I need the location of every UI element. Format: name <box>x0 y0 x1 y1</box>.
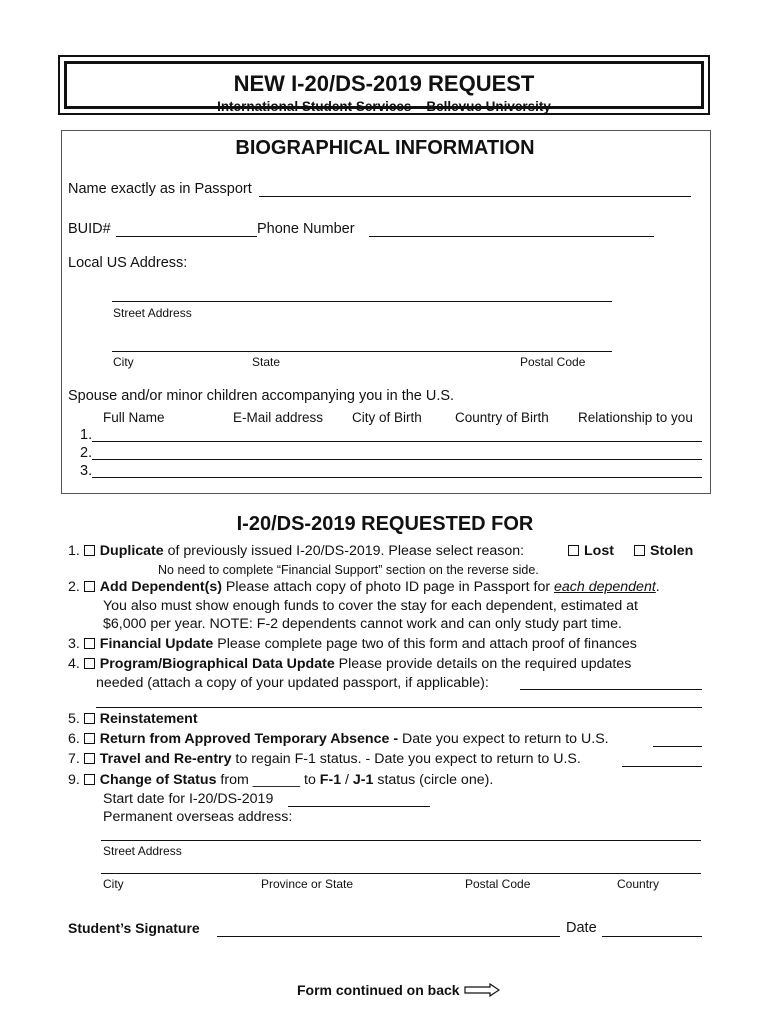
form-continued-text: Form continued on back <box>297 982 460 998</box>
form-continued <box>297 982 500 1000</box>
return-absence-date-field[interactable] <box>653 746 702 747</box>
data-update-text: Please provide details on the required updates <box>334 656 632 672</box>
phone-field[interactable] <box>369 236 654 237</box>
form-title: NEW I-20/DS-2019 REQUEST <box>233 71 535 96</box>
signature-label: Student’s Signature <box>68 920 200 936</box>
overseas-address-label: Permanent overseas address: <box>103 809 293 825</box>
change-status-label: Change of Status <box>99 772 217 788</box>
data-update-label: Program/Biographical Data Update <box>99 656 335 672</box>
request-item-add-dependent <box>68 579 660 595</box>
lost-checkbox[interactable] <box>568 545 579 556</box>
spouse-label: Spouse and/or minor children accompanying you in the U.S. <box>68 388 455 404</box>
reinstatement-label: Reinstatement <box>99 711 198 727</box>
passport-name-label: Name exactly as in Passport <box>68 181 252 197</box>
item-number: 1. <box>68 543 80 559</box>
col-full-name: Full Name <box>103 410 165 425</box>
request-item-data-update <box>68 656 631 672</box>
start-date-field[interactable] <box>288 806 430 807</box>
add-dependent-checkbox[interactable] <box>84 581 95 592</box>
reason-stolen <box>634 543 693 559</box>
arrow-right-icon <box>464 983 500 1000</box>
financial-update-checkbox[interactable] <box>84 638 95 649</box>
duplicate-label: Duplicate <box>99 543 164 559</box>
add-dependent-label: Add Dependent(s) <box>99 579 222 595</box>
overseas-street-label: Street Address <box>103 844 182 858</box>
stolen-checkbox[interactable] <box>634 545 645 556</box>
item-number: 7. <box>68 751 80 767</box>
slash: / <box>341 772 353 788</box>
dependent-row-3-field[interactable] <box>92 477 702 478</box>
requested-for-title: I-20/DS-2019 REQUESTED FOR <box>236 513 534 535</box>
overseas-city-label: City <box>103 877 124 891</box>
item-number: 5. <box>68 711 80 727</box>
overseas-street-field[interactable] <box>101 840 701 841</box>
local-address-label: Local US Address: <box>68 255 188 271</box>
duplicate-note: No need to complete “Financial Support” section on the reverse side. <box>158 563 539 577</box>
reason-lost <box>568 543 614 559</box>
financial-update-text: Please complete page two of this form and attach proof of finances <box>213 636 637 652</box>
item-number: 9. <box>68 772 80 788</box>
add-dependent-line2: You also must show enough funds to cover the stay for each dependent, estimated at <box>103 598 639 614</box>
start-date-label: Start date for I-20/DS-2019 <box>103 791 274 807</box>
travel-reentry-date-field[interactable] <box>622 766 702 767</box>
signature-field[interactable] <box>217 936 560 937</box>
data-update-field-2[interactable] <box>96 707 702 708</box>
return-absence-text: Date you expect to return to U.S. <box>398 731 609 747</box>
dependent-row-2-field[interactable] <box>92 459 702 460</box>
item-number: 2. <box>68 579 80 595</box>
travel-reentry-checkbox[interactable] <box>84 753 95 764</box>
overseas-country-label: Country <box>617 877 660 891</box>
dependent-row-1-field[interactable] <box>92 441 702 442</box>
buid-label: BUID# <box>68 221 111 237</box>
request-item-duplicate <box>68 543 524 559</box>
phone-label: Phone Number <box>257 221 355 237</box>
change-status-tail: status (circle one). <box>373 772 494 788</box>
duplicate-checkbox[interactable] <box>84 545 95 556</box>
buid-field[interactable] <box>116 236 257 237</box>
dependent-row-1-number: 1. <box>80 427 93 443</box>
add-dependent-text: Please attach copy of photo ID page in Passport for <box>221 579 554 595</box>
header-inner-border <box>64 61 704 114</box>
col-country-of-birth: Country of Birth <box>455 410 549 425</box>
stolen-label: Stolen <box>650 543 694 559</box>
financial-update-label: Financial Update <box>99 636 214 652</box>
local-state-label: State <box>252 355 281 369</box>
passport-name-field[interactable] <box>259 196 691 197</box>
each-dependent-emphasis: each dependent <box>554 579 656 595</box>
travel-reentry-text: to regain F-1 status. - Date you expect to return to U.S. <box>231 751 581 767</box>
overseas-province-label: Province or State <box>261 877 354 891</box>
col-relationship: Relationship to you <box>578 410 693 425</box>
data-update-field-1[interactable] <box>520 689 702 690</box>
item-number: 6. <box>68 731 80 747</box>
dependent-row-3-number: 3. <box>80 463 93 479</box>
j1-option[interactable]: J-1 <box>352 772 374 788</box>
local-city-label: City <box>113 355 134 369</box>
travel-reentry-label: Travel and Re-entry <box>99 751 232 767</box>
biographical-title: BIOGRAPHICAL INFORMATION <box>235 137 535 159</box>
dependent-row-2-number: 2. <box>80 445 93 461</box>
data-update-checkbox[interactable] <box>84 658 95 669</box>
change-status-from-text: from ______ to <box>216 772 320 788</box>
duplicate-text: of previously issued I-20/DS-2019. Please select reason: <box>163 543 525 559</box>
request-item-change-status <box>68 772 493 788</box>
reinstatement-checkbox[interactable] <box>84 713 95 724</box>
date-label: Date <box>566 920 597 936</box>
item-number: 4. <box>68 656 80 672</box>
request-item-return-absence <box>68 731 609 747</box>
request-item-travel-reentry <box>68 751 581 767</box>
overseas-postal-label: Postal Code <box>465 877 531 891</box>
local-city-state-postal-field[interactable] <box>112 351 612 352</box>
col-email: E-Mail address <box>233 410 324 425</box>
request-item-reinstatement <box>68 711 198 727</box>
return-absence-checkbox[interactable] <box>84 733 95 744</box>
local-street-field[interactable] <box>112 301 612 302</box>
f1-option[interactable]: F-1 <box>319 772 342 788</box>
overseas-city-field[interactable] <box>101 873 701 874</box>
date-field[interactable] <box>602 936 702 937</box>
local-street-label: Street Address <box>113 306 192 320</box>
lost-label: Lost <box>584 543 614 559</box>
request-item-financial-update <box>68 636 637 652</box>
form-subtitle: International Student Services – Bellevue University <box>217 99 551 114</box>
header-box <box>58 55 710 115</box>
data-update-line2: needed (attach a copy of your updated passport, if applicable): <box>96 675 489 691</box>
period: . <box>655 579 660 595</box>
local-postal-label: Postal Code <box>520 355 586 369</box>
return-absence-label: Return from Approved Temporary Absence - <box>99 731 399 747</box>
col-city-of-birth: City of Birth <box>352 410 422 425</box>
item-number: 3. <box>68 636 80 652</box>
add-dependent-line3: $6,000 per year. NOTE: F-2 dependents cannot work and can only study part time. <box>103 616 622 632</box>
change-status-checkbox[interactable] <box>84 774 95 785</box>
